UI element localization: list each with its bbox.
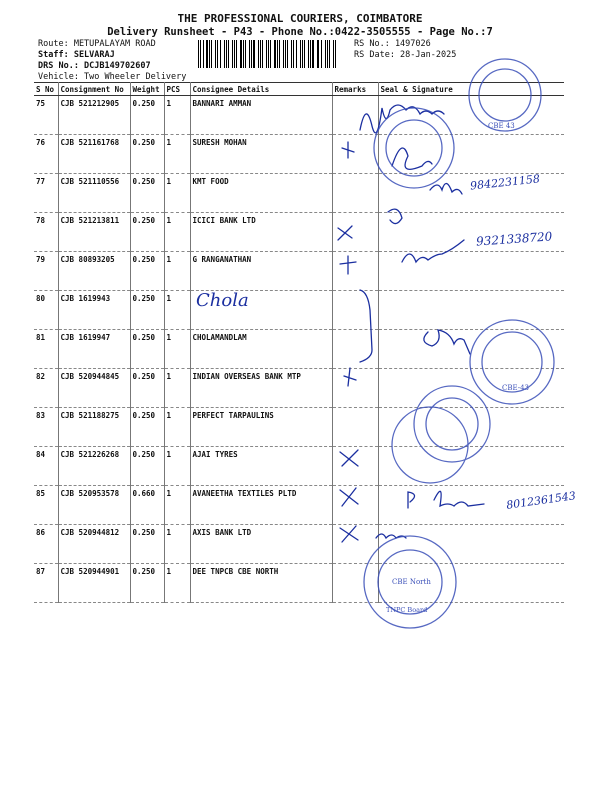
row-weight: 0.250 [130, 135, 164, 174]
barcode-bar [226, 40, 227, 68]
barcode-bar [217, 40, 218, 68]
row-sno: 78 [34, 213, 58, 252]
row-sno: 83 [34, 408, 58, 447]
row-signature [378, 525, 564, 564]
row-weight: 0.250 [130, 525, 164, 564]
barcode-bar [198, 40, 199, 68]
row-remarks [332, 252, 378, 291]
company-name: THE PROFESSIONAL COURIERS, COIMBATORE [177, 12, 423, 25]
row-consignee: SURESH MOHAN [190, 135, 332, 174]
row-sno: 77 [34, 174, 58, 213]
row-remarks [332, 486, 378, 525]
barcode-bar [285, 40, 286, 68]
row-signature [378, 252, 564, 291]
row-consignee: CHOLAMANDLAM [190, 330, 332, 369]
row-signature [378, 330, 564, 369]
row-consignee: BANNARI AMMAN [190, 96, 332, 135]
barcode-bar [310, 40, 311, 68]
row-remarks [332, 525, 378, 564]
barcode-bar [300, 40, 301, 68]
barcode-bar [327, 40, 328, 68]
row-consignment: CJB 80893205 [58, 252, 130, 291]
rs-date: RS Date: 28-Jan-2025 [354, 50, 457, 60]
barcode-bar [209, 40, 210, 68]
row-consignment: CJB 520953578 [58, 486, 130, 525]
row-sno: 86 [34, 525, 58, 564]
table-row [34, 135, 564, 174]
row-remarks [332, 369, 378, 408]
row-weight: 0.250 [130, 369, 164, 408]
row-consignment: CJB 521188275 [58, 408, 130, 447]
row-signature [378, 135, 564, 174]
row-consignment: CJB 520944901 [58, 564, 130, 603]
row-sno: 79 [34, 252, 58, 291]
barcode-bar [317, 40, 318, 68]
barcode-bar [333, 40, 335, 68]
barcode-bar [318, 40, 319, 68]
row-sno: 75 [34, 96, 58, 135]
row-consignment: CJB 1619947 [58, 330, 130, 369]
row-consignment: CJB 521212905 [58, 96, 130, 135]
barcode-bar [224, 40, 225, 68]
row-consignee: KMT FOOD [190, 174, 332, 213]
row-remarks [332, 213, 378, 252]
route-label: Route: METUPALAYAM ROAD [38, 39, 156, 49]
rs-number: RS No.: 1497026 [354, 39, 431, 49]
barcode-bar [274, 40, 276, 68]
row-pcs: 1 [164, 135, 190, 174]
barcode-bar [302, 40, 303, 68]
barcode-bar [200, 40, 201, 68]
staff-label: Staff: SELVARAJ [38, 50, 115, 60]
barcode-bar [329, 40, 330, 68]
stamp-tnpcb-text1: CBE North [392, 578, 431, 586]
barcode-bar [245, 40, 246, 68]
phone-note-77: 9842231158 [469, 172, 541, 193]
table-row [34, 447, 564, 486]
row-consignee: ICICI BANK LTD [190, 213, 332, 252]
barcode-bar [253, 40, 255, 68]
row-weight: 0.250 [130, 291, 164, 330]
barcode-bar [236, 40, 237, 68]
row-pcs: 1 [164, 369, 190, 408]
table-row [34, 291, 564, 330]
stamp-mid-text: CBE-43 [502, 384, 530, 392]
barcode-bar [260, 40, 261, 68]
phone-note-79: 9321338720 [475, 229, 553, 249]
row-sno: 81 [34, 330, 58, 369]
row-consignee: G RANGANATHAN [190, 252, 332, 291]
row-remarks [332, 447, 378, 486]
row-remarks [332, 564, 378, 603]
runsheet-subtitle: Delivery Runsheet - P43 - Phone No.:0422-3505555 - Page No.:7 [107, 26, 493, 38]
barcode-bar [206, 40, 208, 68]
barcode-bar [249, 40, 250, 68]
row-weight: 0.250 [130, 330, 164, 369]
barcode-bar [251, 40, 252, 68]
barcode-bar [296, 40, 297, 68]
barcode-bar [234, 40, 235, 68]
barcode-bar [312, 40, 314, 68]
col-remarks: Remarks [332, 83, 378, 96]
row-pcs: 1 [164, 291, 190, 330]
row-pcs: 1 [164, 525, 190, 564]
row-sno: 85 [34, 486, 58, 525]
row-sno: 87 [34, 564, 58, 603]
row-pcs: 1 [164, 447, 190, 486]
row-consignment: CJB 521226268 [58, 447, 130, 486]
row-consignment: CJB 520944845 [58, 369, 130, 408]
col-consignment: Consignment No [58, 83, 130, 96]
vehicle-label: Vehicle: Two Wheeler Delivery [38, 72, 187, 82]
barcode-bar [335, 40, 336, 68]
barcode-bar [232, 40, 233, 68]
row-consignee: INDIAN OVERSEAS BANK MTP [190, 369, 332, 408]
row-sno: 82 [34, 369, 58, 408]
stamp-top-text: CBE 43 [488, 122, 515, 130]
row-consignee: AJAI TYRES [190, 447, 332, 486]
table-row [34, 564, 564, 603]
barcode-bar [283, 40, 284, 68]
barcode-bar [262, 40, 263, 68]
barcode-bar [277, 40, 278, 68]
barcode-bar [215, 40, 216, 68]
row-weight: 0.250 [130, 213, 164, 252]
row-pcs: 1 [164, 213, 190, 252]
table-row [34, 525, 564, 564]
phone-note-85: 8012361543 [505, 489, 577, 512]
barcode-bar [321, 40, 322, 68]
row-consignee: AXIS BANK LTD [190, 525, 332, 564]
row-pcs: 1 [164, 252, 190, 291]
row-weight: 0.250 [130, 174, 164, 213]
runsheet-table [34, 82, 564, 603]
col-sno: S No [34, 83, 58, 96]
barcode-bar [243, 40, 244, 68]
barcode [198, 40, 338, 68]
table-row [34, 96, 564, 135]
barcode-bar [258, 40, 259, 68]
row-pcs: 1 [164, 96, 190, 135]
barcode-bar [266, 40, 267, 68]
row-consignee: AVANEETHA TEXTILES PLTD [190, 486, 332, 525]
row-weight: 0.250 [130, 408, 164, 447]
drs-number: DRS No.: DCJB149702607 [38, 61, 151, 71]
col-signature: Seal & Signature [378, 83, 564, 96]
barcode-bar [279, 40, 280, 68]
table-row [34, 330, 564, 369]
row-remarks [332, 174, 378, 213]
barcode-bar [270, 40, 271, 68]
stamp-tnpcb-text2: TNPC Board [386, 606, 428, 614]
row-signature [378, 408, 564, 447]
row-signature [378, 291, 564, 330]
row-pcs: 1 [164, 486, 190, 525]
row-pcs: 1 [164, 330, 190, 369]
row-weight: 0.250 [130, 564, 164, 603]
barcode-bar [220, 40, 222, 68]
barcode-bar [211, 40, 212, 68]
row-pcs: 1 [164, 408, 190, 447]
barcode-bar [291, 40, 292, 68]
row-sno: 76 [34, 135, 58, 174]
row-consignee: PERFECT TARPAULINS [190, 408, 332, 447]
row-consignee: DEE TNPCB CBE NORTH [190, 564, 332, 603]
row-consignment: CJB 1619943 [58, 291, 130, 330]
barcode-bar [325, 40, 326, 68]
row-signature [378, 96, 564, 135]
col-consignee: Consignee Details [190, 83, 332, 96]
col-weight: Weight [130, 83, 164, 96]
row-signature [378, 447, 564, 486]
row-sno: 80 [34, 291, 58, 330]
row-signature [378, 369, 564, 408]
barcode-bar [287, 40, 288, 68]
table-row [34, 252, 564, 291]
col-pcs: PCS [164, 83, 190, 96]
row-remarks [332, 408, 378, 447]
barcode-bar [304, 40, 305, 68]
row-weight: 0.250 [130, 252, 164, 291]
row-consignment: CJB 520944812 [58, 525, 130, 564]
barcode-bar [228, 40, 229, 68]
row-sno: 84 [34, 447, 58, 486]
table-row [34, 408, 564, 447]
table-row [34, 369, 564, 408]
barcode-bar [293, 40, 295, 68]
row-consignment: CJB 521213811 [58, 213, 130, 252]
row-remarks [332, 96, 378, 135]
table-row [34, 486, 564, 525]
barcode-bar [268, 40, 269, 68]
row-remarks [332, 135, 378, 174]
row-pcs: 1 [164, 564, 190, 603]
row-weight: 0.660 [130, 486, 164, 525]
row-consignment: CJB 521161768 [58, 135, 130, 174]
row-weight: 0.250 [130, 447, 164, 486]
barcode-bar [308, 40, 309, 68]
row-remarks [332, 291, 378, 330]
row-remarks [332, 330, 378, 369]
row-pcs: 1 [164, 174, 190, 213]
row-weight: 0.250 [130, 96, 164, 135]
barcode-bar [240, 40, 242, 68]
row-consignment: CJB 521110556 [58, 174, 130, 213]
barcode-bar [203, 40, 204, 68]
handwritten-chola: Chola [196, 290, 249, 311]
